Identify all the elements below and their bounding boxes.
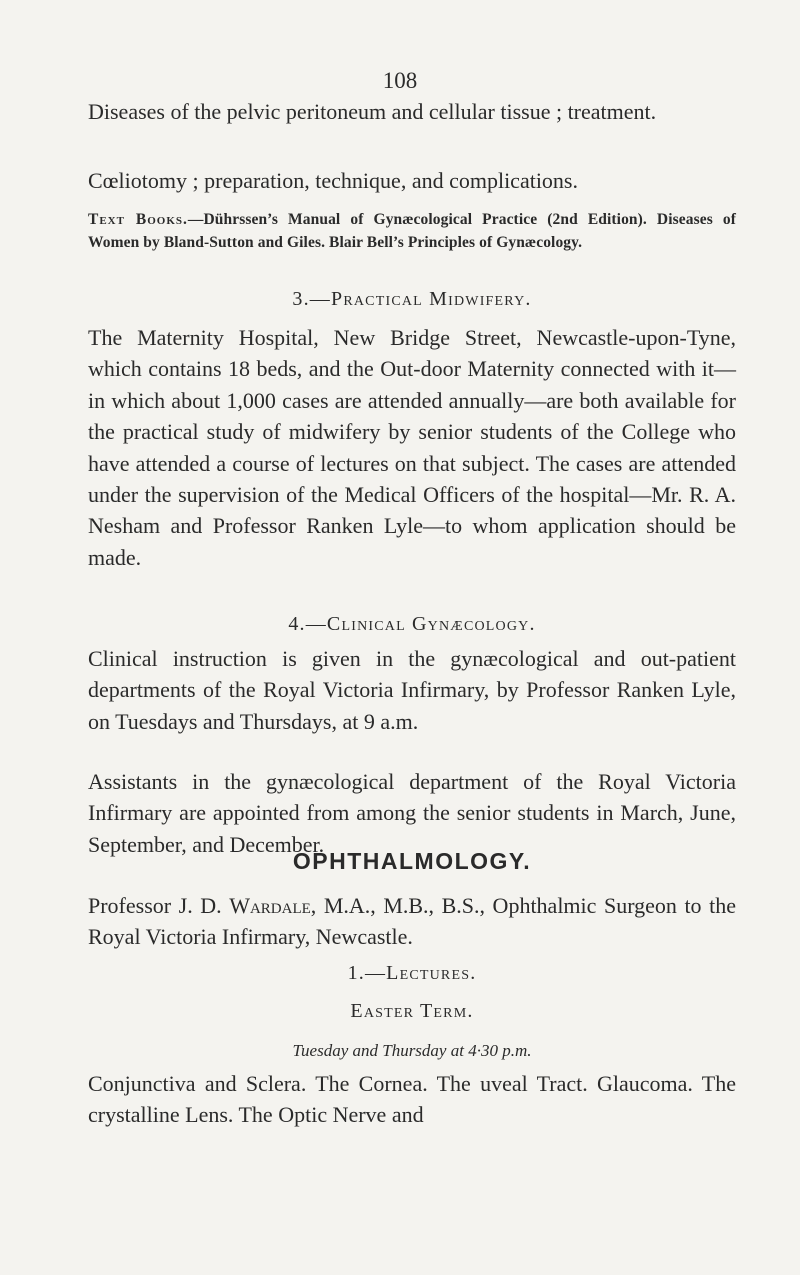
assistants-paragraph: Assistants in the gynæcological department of the Royal Victoria Infirmary are appointed from among the senior students in March, June, September, and December.: [88, 769, 736, 857]
text-books-body: —Dührssen’s Manual of Gynæcological Practice (2nd Edition). Diseases of Women by Bland-Sutton and Giles. Blair Bell’s Principles of Gynæcology.: [88, 211, 736, 251]
paragraph-pelvic-diseases: Diseases of the pelvic peritoneum and cellular tissue ; treatment.: [88, 99, 657, 124]
ophthalmology-heading: OPHTHALMOLOGY.: [292, 848, 532, 874]
professor-paragraph: [88, 890, 736, 953]
section-3-body: The Maternity Hospital, New Bridge Street, Newcastle-upon-Tyne, which contains 18 beds, and the Out-door Maternity connected with it—in which about 1,000 cases are attended annually—are both available for the practical study of midwifery by senior students of the College who have attended a course of lectures on that subject. The cases are attended under the supervision of the Medical Officers of the hospital—Mr. R. A. Nesham and Professor Ranken Lyle—to whom application should be made.: [88, 325, 736, 570]
section-4-heading: 4.—Clinical Gynæcology.: [288, 613, 536, 635]
professor-prefix: Professor J. D.: [88, 893, 230, 918]
professor-rest: , M.A., M.B., B.S., Ophthalmic Surgeon to the Royal Victoria Infirmary, Newcastle.: [88, 893, 736, 950]
term-heading: Easter Term.: [350, 1000, 474, 1022]
schedule-line: Tuesday and Thursday at 4·30 p.m.: [292, 1041, 532, 1060]
lectures-topics-paragraph: Conjunctiva and Sclera. The Cornea. The uveal Tract. Glaucoma. The crystalline Lens. The Optic Nerve and: [88, 1071, 736, 1128]
paragraph-coeliotomy: Cœliotomy ; preparation, technique, and complications.: [88, 168, 578, 193]
page-number: 108: [382, 68, 418, 93]
professor-name: Wardale: [229, 893, 311, 918]
text-books-paragraph: [88, 208, 736, 254]
section-3-heading: 3.—Practical Midwifery.: [292, 288, 532, 310]
lectures-heading: 1.—Lectures.: [347, 962, 477, 984]
text-books-label: Text Books.: [88, 211, 188, 228]
section-4-body: Clinical instruction is given in the gynæcological and out-patient departments of the Royal Victoria Infirmary, by Professor Ranken Lyle, on Tuesdays and Thursdays, at 9 a.m.: [88, 646, 736, 734]
